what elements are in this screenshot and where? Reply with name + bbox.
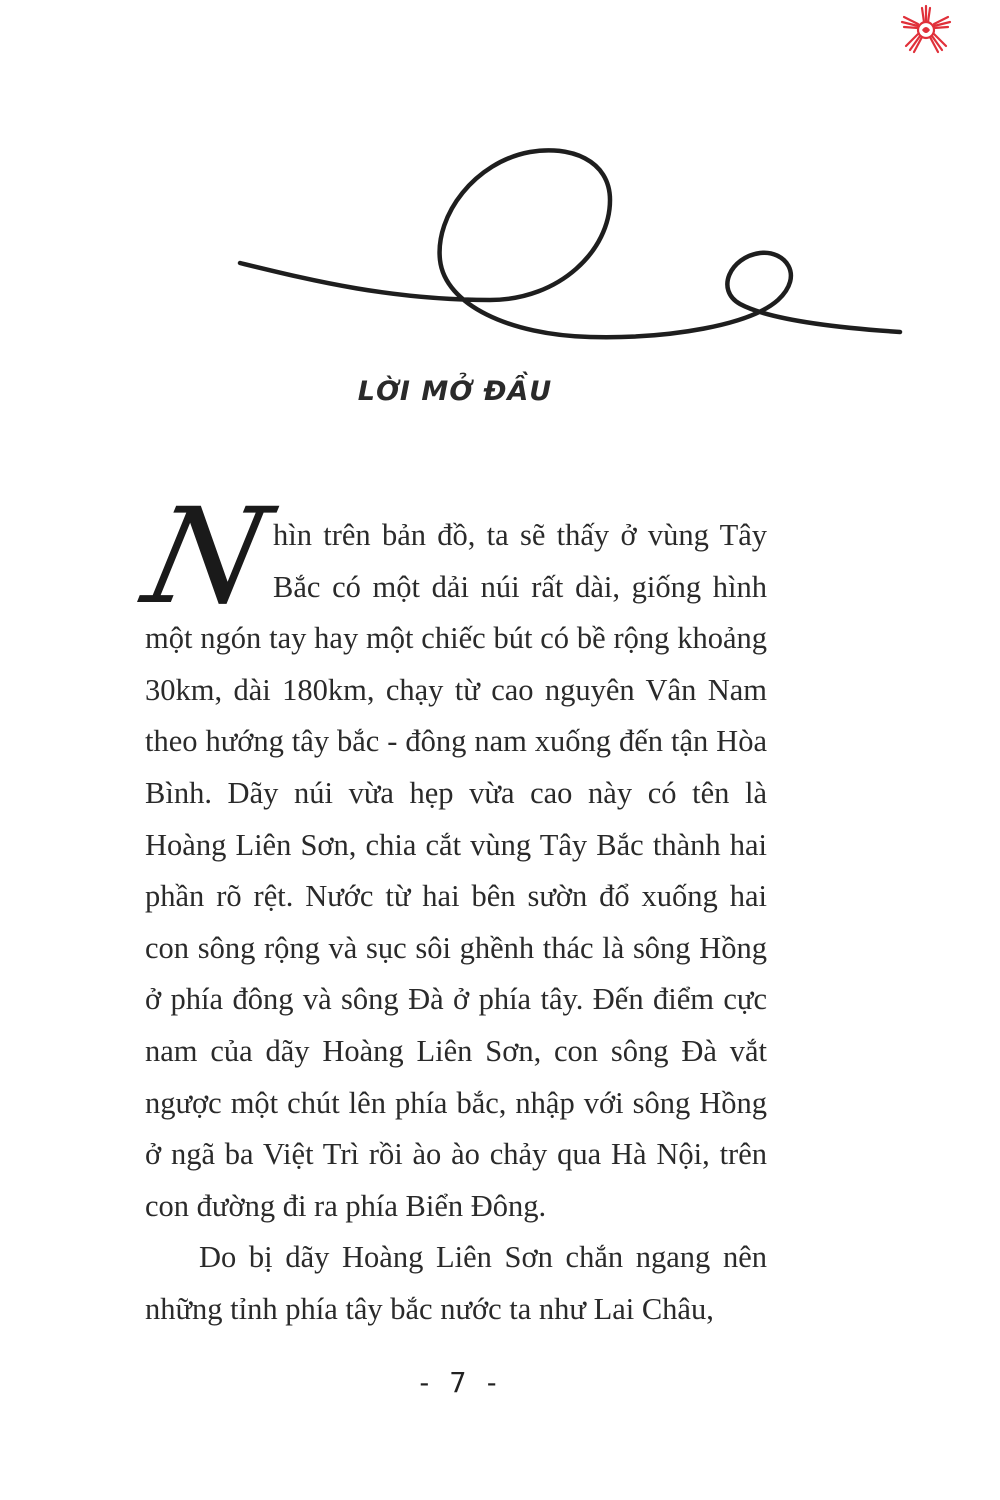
page-number: - 7 - xyxy=(415,1366,501,1399)
drop-cap: N xyxy=(132,480,282,634)
body-text xyxy=(132,480,767,1336)
publisher-logo-icon xyxy=(896,2,956,56)
paragraph-2: Do bị dãy Hoàng Liên Sơn chắn ngang nên những tỉnh phía tây bắc nước ta như Lai Châu, xyxy=(145,1240,767,1326)
paragraph-1 xyxy=(132,480,767,1232)
flourish-ornament xyxy=(230,140,910,350)
chapter-title: LỜI MỞ ĐẦU xyxy=(357,376,553,407)
paragraph-1-text: hìn trên bản đồ, ta sẽ thấy ở vùng Tây Bắc có một dải núi rất dài, giống hình một ngón tay hay một chiếc bút có bề rộng khoảng 30km, dài 180km, chạy từ cao nguyên Vân Nam theo hướng tây bắc - đông nam xuống đến tận Hòa Bình. Dãy núi vừa hẹp vừa cao này có tên là Hoàng Liên Sơn, chia cắt vùng Tây Bắc thành hai phần rõ rệt. Nước từ hai bên sườn đổ xuống hai con sông rộng và sục sôi ghềnh thác là sông Hồng ở phía đông và sông Đà ở phía tây. Đến điểm cực nam của dãy Hoàng Liên Sơn, con sông Đà vắt ngược một chút lên phía bắc, nhập với sông Hồng ở ngã ba Việt Trì rồi ào ào chảy qua Hà Nội, trên con đường đi ra phía Biển Đông. xyxy=(145,518,767,1223)
